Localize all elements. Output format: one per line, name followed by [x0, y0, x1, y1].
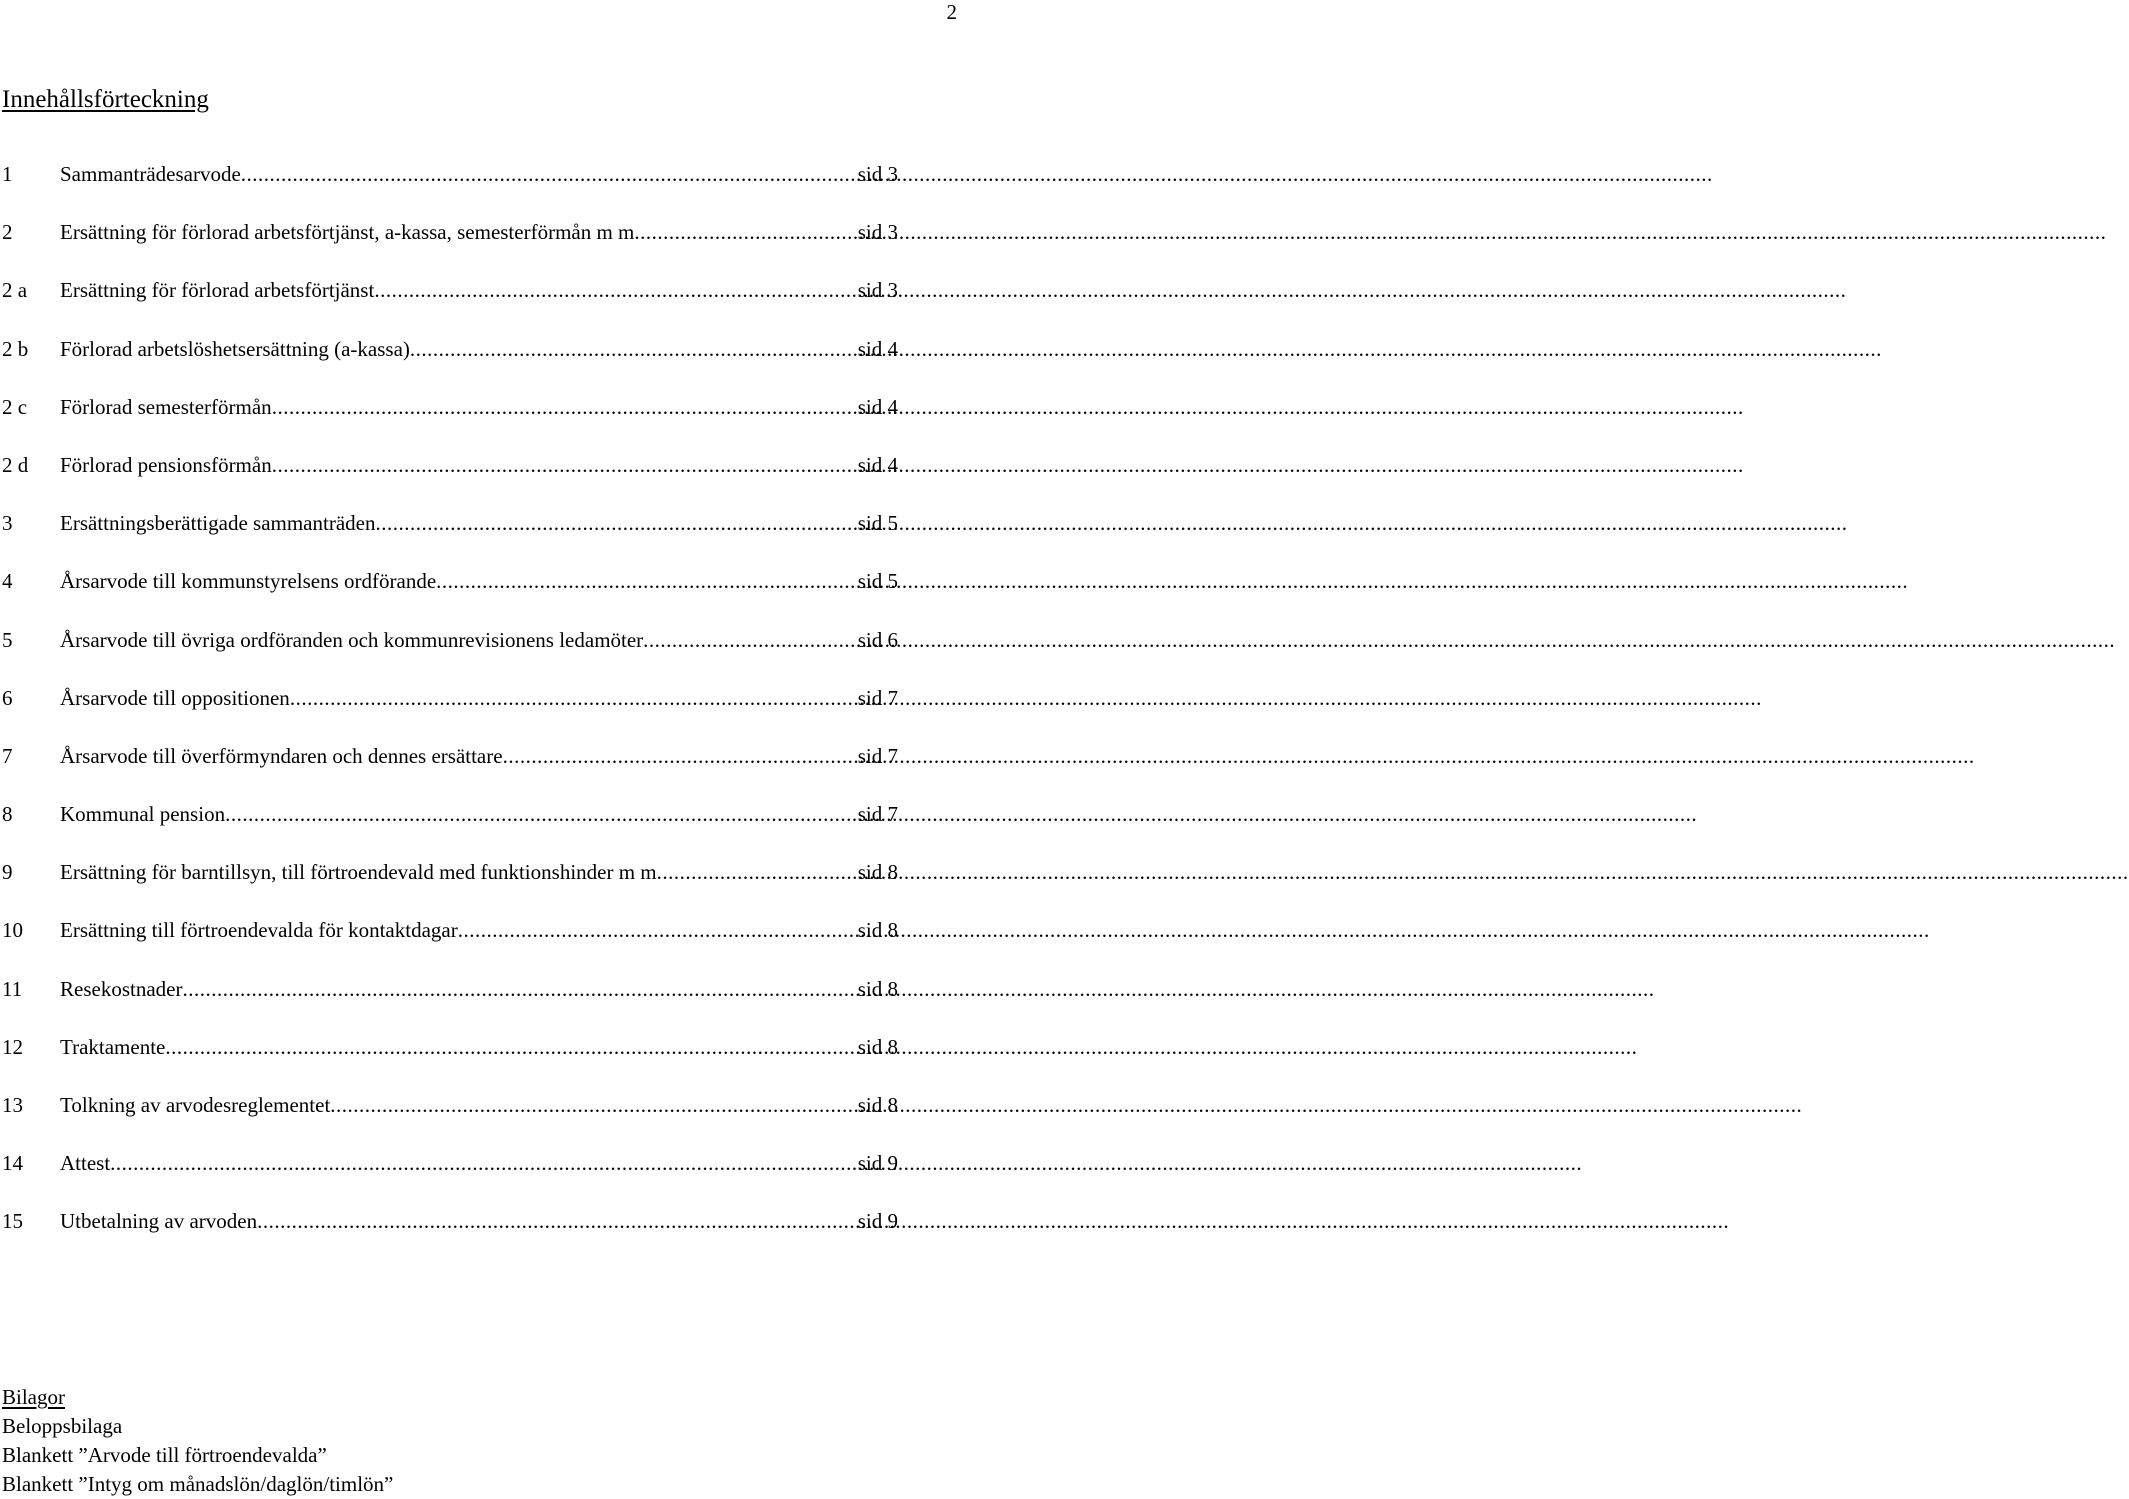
toc-entry-title: Årsarvode till kommunstyrelsens ordförande [60, 569, 437, 594]
toc-entry-page: sid 9 [857, 1151, 898, 1176]
appendix-item[interactable]: Blankett ”Arvode till förtroendevalda” [2, 1443, 327, 1467]
toc-entry-number: 4 [2, 569, 13, 594]
toc-entry[interactable] [2, 975, 898, 1033]
toc-entry[interactable] [2, 800, 898, 858]
toc-entry-number: 6 [2, 685, 13, 710]
appendix-item[interactable]: Beloppsbilaga [2, 1414, 123, 1438]
toc-entry[interactable] [2, 1149, 898, 1207]
toc-entry-title: Förlorad arbetslöshetsersättning (a-kassa) [60, 336, 410, 361]
toc-entry-number: 14 [2, 1151, 23, 1176]
toc-dot-leader [330, 1091, 853, 1119]
toc-entry-page: sid 4 [857, 394, 898, 419]
toc-entry-title: Sammanträdesarvode [60, 162, 241, 186]
toc-dot-leader [657, 858, 854, 886]
toc-entry-page: sid 8 [857, 1034, 898, 1059]
toc-entry-number: 12 [2, 1034, 23, 1059]
toc-entry-number: 2 b [2, 336, 29, 361]
toc-dot-leader [182, 975, 853, 1003]
appendix-item[interactable]: Blankett ”Intyg om månadslön/daglön/timlön” [2, 1472, 394, 1496]
toc-entry-title: Ersättningsberättigade sammanträden [60, 511, 376, 536]
toc-entry-page: sid 8 [857, 918, 898, 943]
toc-entry-title: Traktamente [60, 1034, 166, 1059]
toc-entry-number: 8 [2, 802, 13, 827]
toc-entry[interactable] [2, 1091, 898, 1149]
toc-dot-leader [375, 509, 853, 537]
toc-dot-leader [290, 684, 854, 712]
toc-entry-page: sid 7 [857, 802, 898, 827]
toc-entry-page: sid 9 [857, 1209, 898, 1234]
toc-dot-leader [410, 335, 854, 363]
toc-entry-title: Årsarvode till övriga ordföranden och kommunrevisionens ledamöter [60, 627, 644, 652]
toc-entry-page: sid 8 [857, 1093, 898, 1117]
appendix-heading: Bilagor [2, 1385, 65, 1409]
toc-dot-leader [241, 160, 854, 188]
toc-entry[interactable] [2, 684, 898, 742]
page-number: 2 [946, 0, 957, 24]
toc-dot-leader [458, 916, 854, 944]
toc-entry-page: sid 4 [857, 336, 898, 361]
toc-entry-number: 9 [2, 860, 13, 885]
toc-entry-page: sid 5 [857, 511, 898, 536]
toc-entry-number: 15 [2, 1209, 23, 1234]
toc-entry-page: sid 5 [857, 569, 898, 594]
toc-entry-page: sid 3 [857, 278, 898, 303]
toc-heading: Innehållsförteckning [2, 86, 209, 113]
toc-entry-title: Kommunal pension [60, 802, 226, 827]
toc-entry-page: sid 6 [857, 627, 898, 652]
toc-entry-number: 7 [2, 743, 13, 768]
toc-entry-number: 1 [2, 162, 13, 186]
toc-entry[interactable] [2, 276, 898, 334]
toc-entry-title: Årsarvode till oppositionen [60, 685, 290, 710]
toc-entry-page: sid 8 [857, 976, 898, 1001]
toc-entry-title: Förlorad semesterförmån [60, 394, 272, 419]
toc-entry[interactable] [2, 567, 898, 625]
toc-entry-number: 3 [2, 511, 13, 536]
toc-entry-title: Ersättning till förtroendevalda för kontaktdagar [60, 918, 458, 943]
toc-entry-number: 5 [2, 627, 13, 652]
toc-entry-page: sid 4 [857, 452, 898, 477]
toc-dot-leader [643, 626, 854, 654]
appendix-list [2, 1383, 393, 1499]
toc-entry-title: Förlorad pensionsförmån [60, 452, 272, 477]
toc-list [2, 160, 898, 1266]
toc-dot-leader [272, 451, 854, 479]
toc-entry[interactable] [2, 160, 898, 218]
toc-entry-page: sid 8 [857, 860, 898, 885]
toc-entry[interactable] [2, 509, 898, 567]
toc-entry-title: Attest [60, 1151, 111, 1176]
toc-entry[interactable] [2, 335, 898, 393]
toc-entry-number: 2 d [2, 452, 29, 477]
toc-entry[interactable] [2, 916, 898, 974]
toc-entry-number: 11 [2, 976, 23, 1001]
toc-entry-title: Ersättning för barntillsyn, till förtroendevald med funktionshinder m m [60, 860, 657, 885]
toc-dot-leader [165, 1033, 853, 1061]
toc-entry[interactable] [2, 218, 898, 276]
toc-entry[interactable] [2, 742, 898, 800]
toc-entry-title: Ersättning för förlorad arbetsförtjänst, a-kassa, semesterförmån m m [60, 220, 635, 245]
toc-entry-page: sid 3 [857, 162, 898, 186]
toc-entry-page: sid 7 [857, 685, 898, 710]
toc-dot-leader [503, 742, 854, 770]
toc-entry-page: sid 7 [857, 743, 898, 768]
toc-dot-leader [634, 218, 853, 246]
toc-entry-number: 2 a [2, 278, 28, 303]
toc-entry[interactable] [2, 1033, 898, 1091]
toc-dot-leader [272, 393, 854, 421]
toc-entry-title: Resekostnader [60, 976, 183, 1001]
toc-dot-leader [257, 1207, 854, 1235]
toc-dot-leader [225, 800, 854, 828]
toc-dot-leader [110, 1149, 854, 1177]
toc-entry-title: Ersättning för förlorad arbetsförtjänst [60, 278, 375, 303]
toc-entry-number: 10 [2, 918, 23, 943]
toc-entry-title: Tolkning av arvodesreglementet [60, 1093, 331, 1117]
toc-dot-leader [436, 567, 854, 595]
toc-entry-number: 2 [2, 220, 13, 245]
toc-entry-title: Årsarvode till överförmyndaren och dennes ersättare [60, 743, 503, 768]
toc-entry-page: sid 3 [857, 220, 898, 245]
toc-entry[interactable] [2, 393, 898, 451]
toc-entry-number: 13 [2, 1093, 23, 1117]
toc-entry-number: 2 c [2, 394, 28, 419]
toc-entry[interactable] [2, 451, 898, 509]
toc-entry[interactable] [2, 858, 898, 916]
toc-entry[interactable] [2, 1207, 898, 1265]
toc-entry-title: Utbetalning av arvoden [60, 1209, 258, 1234]
toc-dot-leader [374, 276, 853, 304]
toc-entry[interactable] [2, 626, 898, 684]
